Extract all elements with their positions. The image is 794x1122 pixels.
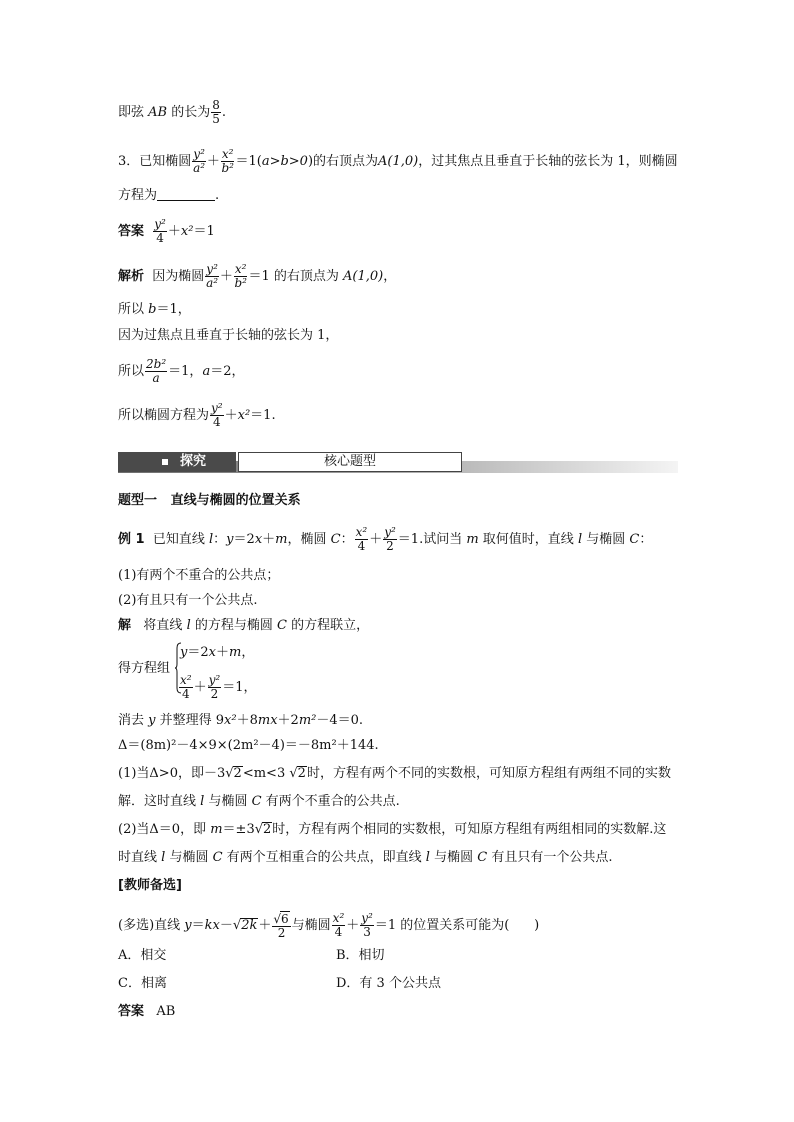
solution-discriminant: Δ＝(8m)²－4×9×(2m²－4)＝－8m²＋144. xyxy=(118,738,379,753)
option-b: B．相切 xyxy=(336,948,385,963)
solution-eliminate: 消去 y 并整理得 9x²＋8mx＋2m²－4＝0. xyxy=(118,713,364,728)
option-a: A．相交 xyxy=(118,948,167,963)
analysis-label: 解析 xyxy=(118,269,145,284)
option-c: C．相离 xyxy=(118,976,167,991)
teacher-question: (多选)直线 y＝kx－√2k＋ $\frac{√6}{2}$ 与椭圆 $\frac{\text{x²}}{4}$ ＋ $\frac{\text{y²}}{3}$ ＝1 的位置关系可能为( ) xyxy=(118,911,540,940)
example-label: 例 1 xyxy=(118,532,145,547)
answer-line: 答案 $\frac{\text{y²}}{4}$ ＋x²＝1 xyxy=(118,217,215,245)
answer-blank xyxy=(157,188,215,201)
teacher-answer: 答案 AB xyxy=(118,1004,176,1019)
type-1-heading: 题型一 直线与椭圆的位置关系 xyxy=(118,493,301,508)
analysis-line-5: 所以椭圆方程为 $\frac{\text{y²}}{4}$ ＋x²＝1. xyxy=(118,401,276,429)
analysis-line-3: 因为过焦点且垂直于长轴的弦长为 1， xyxy=(118,328,339,343)
case-2-line-1: (2)当Δ＝0，即 m＝±3√2时，方程有两个相同的实数根，可知原方程组有两组相同的实数解.这 xyxy=(118,822,667,837)
fraction-8-5: $\frac{8}{5}$ xyxy=(212,98,220,126)
option-d: D．有 3 个公共点 xyxy=(336,976,441,991)
analysis-line-4: 所以 $\frac{\text{2b²}}{a}$ ＝1，a＝2， xyxy=(118,357,245,385)
answer-label: 答案 xyxy=(118,224,145,239)
analysis-line-2: 所以 b＝1， xyxy=(118,302,191,317)
system-equation-2: $\frac{\text{x²}}{4}$ ＋ $\frac{\text{y²}}{2}$ ＝1， xyxy=(180,673,257,701)
teacher-backup-label: [教师备选] xyxy=(118,878,182,893)
system-equation-1: y＝2x＋m， xyxy=(180,645,255,660)
square-bullet-icon xyxy=(162,459,168,465)
solution-line-1: 解 将直线 l 的方程与椭圆 C 的方程联立， xyxy=(118,618,370,633)
analysis-line-1: 解析 因为椭圆 $\frac{\text{y²}}{\text{a²}}$ ＋ $\frac{\text{x²}}{\text{b²}}$ ＝1 的右顶点为 A(1,0)， xyxy=(118,262,397,290)
line-chord-length: 即弦 AB 的长为 $\frac{8}{5}$ . xyxy=(118,98,227,126)
case-1-line-1: (1)当Δ>0，即－3√2<m<3 √2时，方程有两个不同的实数根，可知原方程组有两组不同的实数 xyxy=(118,766,671,781)
case-1-line-2: 解．这时直线 l 与椭圆 C 有两个不重合的公共点. xyxy=(118,794,400,809)
case-2-line-2: 时直线 l 与椭圆 C 有两个互相重合的公共点，即直线 l 与椭圆 C 有且只有一个公共点. xyxy=(118,850,613,865)
question-3-line-1: 3．已知椭圆 $\frac{\text{y²}}{\text{a²}}$ ＋ $\frac{\text{x²}}{\text{b²}}$ ＝1(a>b>0)的右顶点为A(1,0)，过其焦点且垂直于长轴的弦长为 1，则椭圆 xyxy=(118,147,678,175)
banner-explore-tag: 探究 xyxy=(118,452,236,472)
question-3-line-2: 方程为 . xyxy=(118,188,220,203)
section-banner xyxy=(118,452,678,474)
solution-label: 解 xyxy=(118,618,132,633)
solution-system-label: 得方程组 xyxy=(118,661,171,676)
example-1-part-2: (2)有且只有一个公共点. xyxy=(118,593,258,608)
example-1-part-1: (1)有两个不重合的公共点； xyxy=(118,568,280,583)
example-1-line-1: 例 1 已知直线 l：y＝2x＋m，椭圆 C： $\frac{\text{x²}}{4}$ ＋ $\frac{\text{y²}}{2}$ ＝1.试问当 m 取何值时，直线 l 与椭圆 C： xyxy=(118,525,653,553)
banner-core-types-tag: 核心题型 xyxy=(238,452,462,472)
